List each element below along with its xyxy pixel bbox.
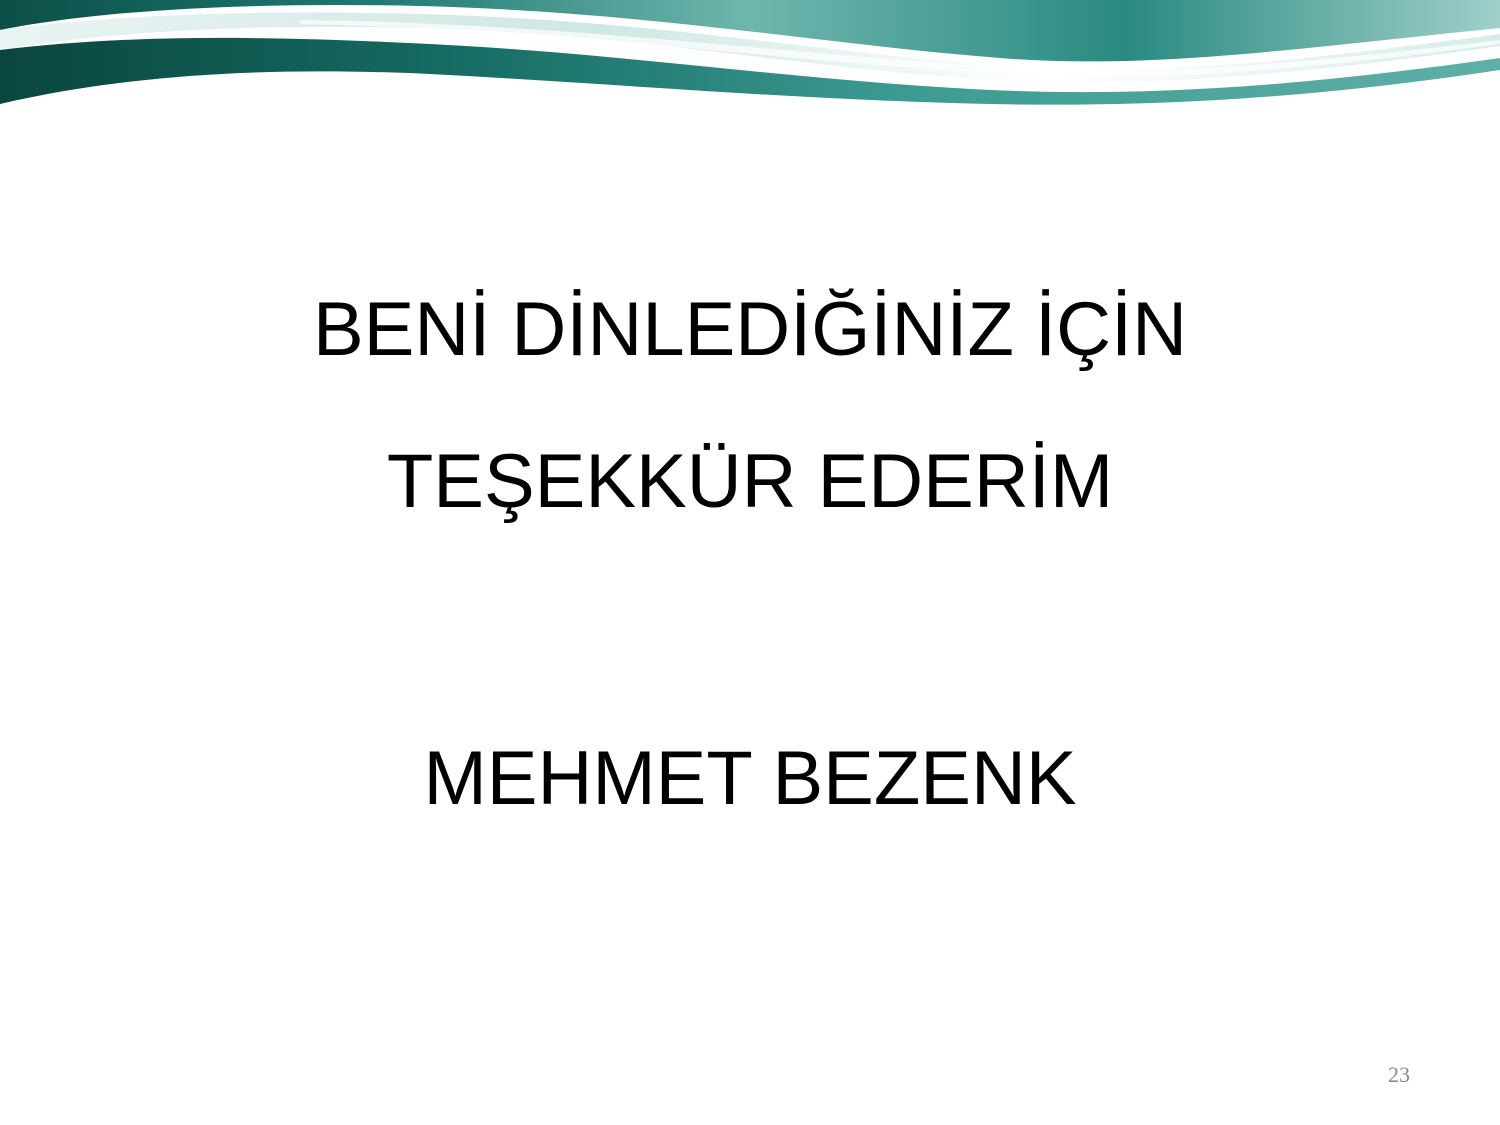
page-number: 23 <box>1388 1062 1410 1087</box>
title-line-1: BENİ DİNLEDİĞİNİZ İÇİN <box>312 287 1188 372</box>
title-line-2: TEŞEKKÜR EDERİM <box>386 439 1114 524</box>
author-name: MEHMET BEZENK <box>423 736 1077 821</box>
decorative-wave-banner <box>0 0 1500 110</box>
